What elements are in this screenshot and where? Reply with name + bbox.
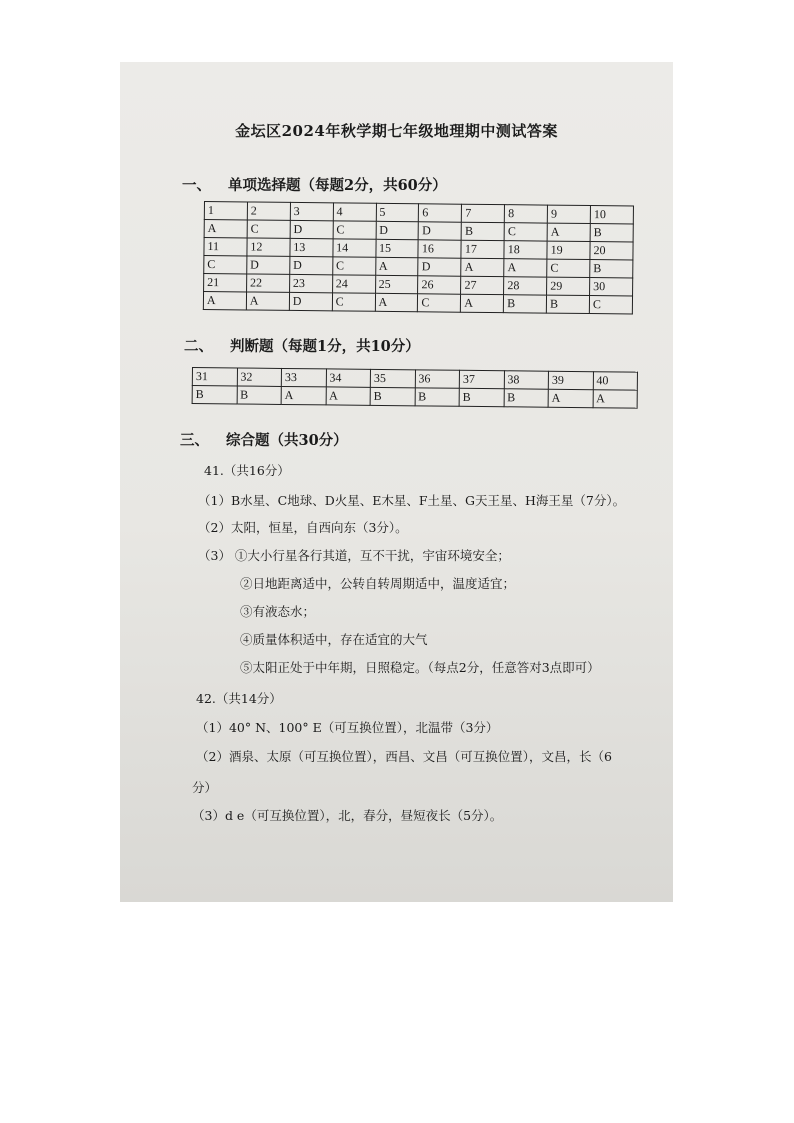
true-false-cell: 31 xyxy=(192,368,237,386)
true-false-cell: B xyxy=(192,386,237,404)
single-choice-cell: 20 xyxy=(590,242,633,260)
single-choice-cell: C xyxy=(333,221,376,239)
document-photo xyxy=(120,62,673,902)
q42-part3: （3）d e（可互换位置），北，春分，昼短夜长（5分）。 xyxy=(192,808,503,823)
single-choice-cell: D xyxy=(290,256,333,274)
true-false-row xyxy=(192,386,637,409)
true-false-cell: A xyxy=(548,389,593,407)
single-choice-answer-table xyxy=(203,201,634,314)
section-3-number: 三、 xyxy=(180,432,209,449)
true-false-answer-table xyxy=(192,367,638,409)
single-choice-cell: 8 xyxy=(505,205,548,223)
single-choice-cell: 10 xyxy=(590,206,633,224)
q42-part1: （1）40° N、100° E（可互换位置），北温带（3分） xyxy=(196,720,499,735)
q41-part3-point2: ②日地距离适中，公转自转周期适中，温度适宜； xyxy=(240,576,516,591)
single-choice-cell: 27 xyxy=(461,276,504,294)
q41-part3-point5: ⑤太阳正处于中年期，日照稳定。（每点2分，任意答对3点即可） xyxy=(240,660,600,675)
q42-header: 42.（共14分） xyxy=(196,691,282,706)
single-choice-cell: 14 xyxy=(333,239,376,257)
true-false-cell: 36 xyxy=(415,370,460,388)
single-choice-cell: D xyxy=(289,292,332,310)
true-false-cell: B xyxy=(459,388,504,406)
single-choice-cell: A xyxy=(461,294,504,312)
true-false-cell: A xyxy=(593,390,638,408)
single-choice-cell: B xyxy=(590,224,633,242)
section-1-title: 单项选择题（每题2分，共60分） xyxy=(228,177,447,194)
single-choice-cell: B xyxy=(546,295,589,313)
single-choice-cell: A xyxy=(375,257,418,275)
single-choice-cell: 17 xyxy=(461,240,504,258)
true-false-cell: 39 xyxy=(548,371,593,389)
single-choice-cell: A xyxy=(504,259,547,277)
single-choice-cell: D xyxy=(419,222,462,240)
single-choice-cell: C xyxy=(504,223,547,241)
section-1-heading xyxy=(182,174,447,195)
single-choice-cell: 9 xyxy=(547,205,590,223)
single-choice-cell: D xyxy=(247,256,290,274)
single-choice-cell: A xyxy=(204,220,247,238)
single-choice-cell: 5 xyxy=(376,203,419,221)
single-choice-cell: 25 xyxy=(375,275,418,293)
true-false-cell: 32 xyxy=(237,368,282,386)
q41-header: 41.（共16分） xyxy=(204,463,290,478)
single-choice-cell: 6 xyxy=(419,204,462,222)
single-choice-cell: A xyxy=(203,292,246,310)
true-false-cell: 40 xyxy=(593,372,638,390)
single-choice-cell: A xyxy=(461,258,504,276)
single-choice-cell: D xyxy=(376,221,419,239)
single-choice-cell: C xyxy=(418,294,461,312)
single-choice-cell: D xyxy=(418,258,461,276)
single-choice-cell: 29 xyxy=(547,277,590,295)
single-choice-cell: C xyxy=(204,256,247,274)
section-1-number: 一、 xyxy=(182,177,211,194)
single-choice-cell: 19 xyxy=(547,241,590,259)
q41-part2: （2）太阳，恒星，自西向东（3分）。 xyxy=(198,520,408,535)
q41-part3-point1: （3） ①大小行星各行其道，互不干扰，宇宙环境安全； xyxy=(198,548,510,563)
section-2-heading xyxy=(184,335,420,356)
single-choice-cell: 22 xyxy=(246,274,289,292)
single-choice-cell: B xyxy=(504,295,547,313)
single-choice-cell: 3 xyxy=(290,202,333,220)
single-choice-cell: 18 xyxy=(504,241,547,259)
single-choice-cell: 7 xyxy=(462,204,505,222)
single-choice-cell: 26 xyxy=(418,276,461,294)
section-2-number: 二、 xyxy=(184,338,213,355)
single-choice-cell: 12 xyxy=(247,238,290,256)
single-choice-cell: 24 xyxy=(332,275,375,293)
single-choice-cell: C xyxy=(589,296,632,314)
true-false-cell: 38 xyxy=(504,371,549,389)
single-choice-cell: 4 xyxy=(333,203,376,221)
true-false-cell: B xyxy=(237,386,282,404)
single-choice-cell: 21 xyxy=(204,274,247,292)
true-false-cell: B xyxy=(415,388,460,406)
single-choice-cell: C xyxy=(332,257,375,275)
page-title: 金坛区2024年秋学期七年级地理期中测试答案 xyxy=(235,122,558,140)
true-false-cell: B xyxy=(504,389,549,407)
section-3-heading xyxy=(180,429,348,450)
single-choice-cell: 28 xyxy=(504,277,547,295)
single-choice-cell: 2 xyxy=(247,202,290,220)
single-choice-cell: 16 xyxy=(418,240,461,258)
single-choice-cell: A xyxy=(375,293,418,311)
true-false-cell: 33 xyxy=(281,368,326,386)
single-choice-cell: B xyxy=(590,260,633,278)
single-choice-cell: A xyxy=(547,223,590,241)
single-choice-cell: 23 xyxy=(289,274,332,292)
q41-part1: （1）B水星、C地球、D火星、E木星、F土星、G天王星、H海王星（7分）。 xyxy=(198,493,626,508)
single-choice-cell: 13 xyxy=(290,238,333,256)
single-choice-cell: B xyxy=(461,222,504,240)
q41-part3-point4: ④质量体积适中，存在适宜的大气 xyxy=(240,632,428,647)
single-choice-cell: 1 xyxy=(204,202,247,220)
single-choice-cell: 11 xyxy=(204,238,247,256)
single-choice-cell: D xyxy=(290,220,333,238)
single-choice-cell: 15 xyxy=(375,239,418,257)
true-false-cell: A xyxy=(281,386,326,404)
true-false-cell: 35 xyxy=(370,369,415,387)
q42-part2: （2）酒泉、太原（可互换位置），西昌、文昌（可互换位置），文昌，长（6 xyxy=(196,749,612,764)
true-false-cell: 34 xyxy=(326,369,371,387)
single-choice-cell: A xyxy=(246,292,289,310)
single-choice-cell: C xyxy=(247,220,290,238)
single-choice-cell: C xyxy=(332,293,375,311)
q42-part2-cont: 分） xyxy=(192,780,218,795)
true-false-cell: 37 xyxy=(459,370,504,388)
single-choice-cell: 30 xyxy=(590,278,633,296)
single-choice-row xyxy=(203,292,632,314)
single-choice-cell: C xyxy=(547,259,590,277)
section-2-title: 判断题（每题1分，共10分） xyxy=(230,338,420,355)
true-false-cell: B xyxy=(370,387,415,405)
true-false-cell: A xyxy=(326,387,371,405)
section-3-title: 综合题（共30分） xyxy=(226,432,348,449)
q41-part3-point3: ③有液态水； xyxy=(240,604,316,619)
